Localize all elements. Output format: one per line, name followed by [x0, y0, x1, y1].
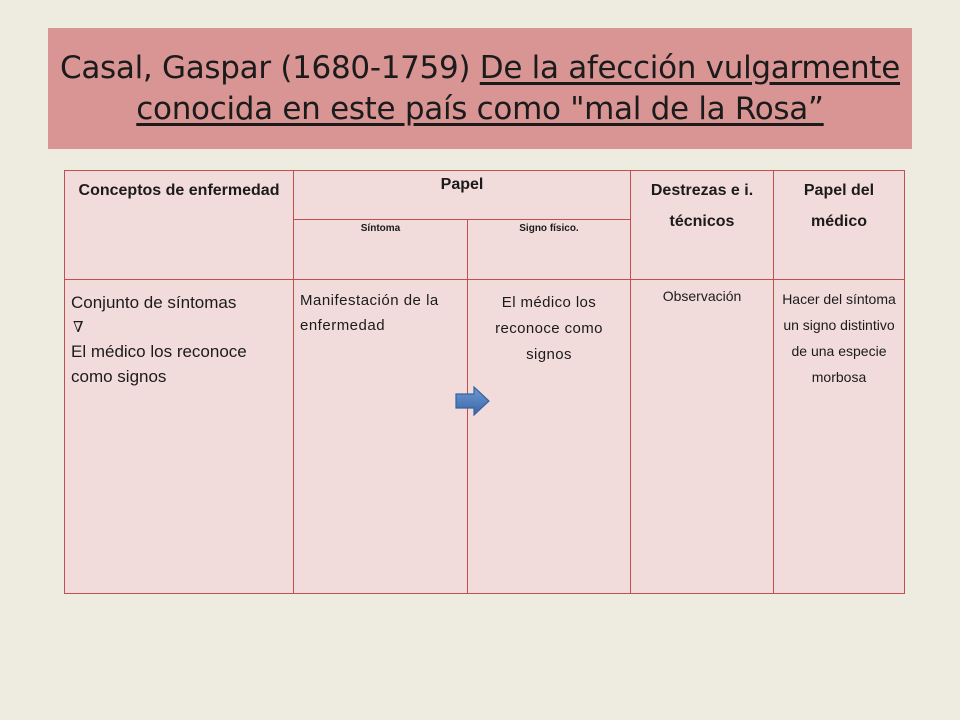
conceptos-line2: El médico los reconoce como signos	[71, 342, 247, 386]
cell-destrezas: Observación	[631, 280, 774, 594]
cell-sintoma: Manifestación de la enfermedad	[294, 280, 468, 594]
subheader-signo	[468, 220, 631, 280]
subheader-sintoma	[294, 220, 468, 280]
header-destrezas: Destrezas e i. técnicos	[631, 171, 774, 280]
cell-papel-medico: Hacer del síntoma un signo distintivo de una especie morbosa	[774, 280, 905, 594]
concepts-table	[64, 170, 905, 594]
header-papel-medico: Papel del médico	[774, 171, 905, 280]
title-author: Casal, Gaspar (1680-1759)	[59, 49, 471, 86]
cell-conceptos	[65, 280, 294, 594]
title-banner	[48, 28, 912, 149]
nabla-symbol: ∇	[73, 318, 84, 336]
conceptos-line1: Conjunto de síntomas	[71, 293, 237, 312]
subheader-sintoma-label: Síntoma	[360, 223, 401, 235]
right-arrow-icon	[455, 386, 491, 416]
cell-signo: El médico los reconoce como signos	[468, 280, 631, 594]
header-conceptos: Conceptos de enfermedad	[65, 171, 294, 280]
subheader-signo-label: Signo físico.	[519, 223, 579, 235]
slide-title	[48, 48, 912, 130]
title-work: De la afección vulgarmente conocida en este país como "mal de la Rosa”	[136, 49, 901, 127]
header-papel: Papel	[294, 171, 631, 220]
